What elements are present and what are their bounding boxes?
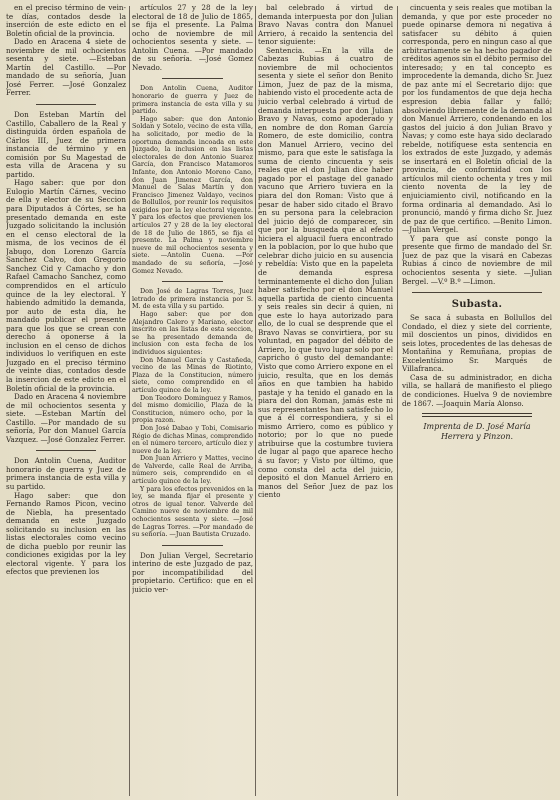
double-rule (422, 413, 532, 417)
edict-item: Don Juan Arriero y Mattes, vecino de Valverde, calle Real de Arriba, número seis, comprendido en el artículo quince de la ley. (132, 454, 253, 486)
separator (162, 281, 223, 282)
column-rule (129, 6, 130, 796)
column-rule (255, 6, 256, 796)
edict-item: Don Teodoro Dominguez y Ramos, del mismo domicilio, Plaza de la Constitucion, número ocho, por la propia razon. (132, 393, 253, 425)
edict-heading: Don Antolin Cuena, Auditor honorario de guerra y Juez de primera instancia de esta villa y su partido. (132, 84, 253, 116)
edict-text: Hago saber: que don Antonio Soldan y Sotelo, vecino de esta villa, ha solicitado, por medio de la oportuna demanda incoada en este Juzgado, la inclusion en las listas electorales de don Antonio Suarez García, don Francisco Matamoros Infante, don Antonio Moreno Cano, don Juan Jimenez García, don Manuel de Salas Martín y don Francisco Jimenez Valdayo, vecinos de Bollullos, por reunir los requisitos exigidos por la ley electoral vigente. Y para los efectos que previenen los artículos 27 y 28 de la ley electoral de 18 de Julio de 1865, se fija el presente. La Palma y noviembre nueve de mil ochocientos sesenta y siete. —Antolin Cuena. —Por mandado de su señoría, —José Gomez Nevado. (132, 114, 253, 275)
printer-imprint: Herrera y Pinzon. (440, 432, 514, 442)
edict-signature: Y para los efectos prevenidos en la ley, se manda fijar el presente y otros de igual tenor. Valverde del Camino nueve de noviembre de mil ochocientos sesenta y siete. —José de Lagras Torres. —Por mandado de su señoría. —Juan Bautista Cruzado. (132, 484, 253, 539)
auction-text: Se saca á subasta en Bollullos del Condado, el diez y siete del corriente, mil doscientos un pinos, divididos en seis lotes, procedentes de las dehesas de Montañina y Remuñana, propias de Excelentísimo Sr. Marqués de Villafranca. (402, 313, 552, 374)
printer-imprint: Imprenta de D. José María (423, 422, 531, 432)
edict-heading: Don Antolin Cuena, Auditor honorario de guerra y Juez de primera instancia de esta villa y su partido. (6, 456, 126, 491)
edict-text: Hago saber: que por don Alejandro Calero y Mariano, elector inscrito en las listas de esta seccion, se ha presentado demanda de inclusion con esta fecha de los individuos siguientes: (132, 310, 253, 356)
separator (162, 78, 223, 79)
edict-heading: Don Julian Vergel, Secretario interino de este Juzgado de paz, por incompatibilidad del propietario. Certifico: que en el juicio ver- (132, 550, 253, 594)
auction-title: Subasta. (451, 299, 503, 311)
edict-text: Hago saber: que don Fernando Ramos Picon, vecino de Niebla, ha presentado demanda en este Juzgado solicitando su inclusion en las listas electorales como vecino de dicha pueblo por reunir las condiciones exigidas por la ley electoral vigente. Y para los efectos que previenen los (6, 490, 126, 577)
edict-text: Hago saber: que por don Eulogio Martín Cárnes, vecino de ella y elector de su Seccion para Diputados á Córtes, se ha presentado demanda en este Juzgado solicitando la inclusión en el censo electoral de la misma, de los vecinos de él Jabugo, don Lorenzo García Sanchez Calvo, don Gregorio Sanchez Cid y Camacho y don Rafael Camacho Sanchez, como comprendidos en el artículo quince de la ley electoral. Y habiendo admitido la demanda, por auto de esta dia, he mandado publicar el presente para que los que se crean con derecho á oponerse á la inclusion en el censo de dichos individuos lo verifiquen en este Juzgado en el preciso término de veinte dias, contados desde la insercion de este edicto en el Boletín oficial de la provincia. (6, 178, 126, 393)
column-4 (402, 4, 552, 796)
sentence-text: Sentencia. —En la villa de Cabezas Rubias á cuatro de noviembre de mil ochocientos sesenta y siete el señor don Benito Limon, Juez de paz de la misma, habiendo visto el procedente acta de juicio verbal celebrado á virtud de demanda interpuesta por don Julian Bravo y Navas, como apoderado y en nombre de don Roman García Romero, de este domicilio, contra don Manuel Arriero, vecino del mismo, para que este le satisfaga la suma de ciento cincuenta y seis reales que el don Julian dice haber pagado por el pastage del ganado vacuno que Arriero tuviera en la piara del don Roman: Visto que á pesar de haber sido citado el Bravo en su persona para la celebracion del juicio dejó de comparecer, sin que por la busqueda que al efecto hiciera el alguacil fuera encontrado en la poblacion, por lo que hubo que celebrar dicho juicio en su ausencia y rebeldía: Visto que en la papeleta de demanda espresa terminantemente el dicho don Julian haber satisfecho por el don Manuel aquella partida de ciento cincuenta y seis reales sin decir á quien, ni que este lo haya autorizado para ello, de lo cual se desprende que el Bravo Navas se convirtiera, por su voluntad, en pagador del débito de Arriero, lo que tuvo lugar solo por el capricho ó gusto del demandante: Visto que como Arriero expone en el juicio, resulta, que en los demás años en que tambien ha habido pastaje y ha tenido el ganado en la piara del don Roman, jamás este ni sus representantes han satisfecho lo que á él correspondiera, y si el mismo Arriero, como es público y notorio; por lo que no puede atribuirse que la costumbre tuviera de lugar al pago que aparece hecho á su favor; y Visto por último, que como consta del acta del juicio, depositó el don Manuel Arriero en manos del Señor Juez de paz los ciento (258, 45, 393, 500)
edict-signature: Dado en Aracena 4 siete de noviembre de mil ochocientos sesenta y siete. —Esteban Martín del Castillo. —Por mandado de su señoría, Juan José Ferrer. —José Gonzalez Ferrer. (6, 37, 126, 98)
column-2 (132, 4, 253, 796)
column-3 (258, 4, 393, 796)
separator (36, 450, 96, 451)
edict-heading: Don Esteban Martín del Castillo, Caballero de la Real y distinguida órden española de Cárlos III, Juez de primera instancia de término y en comisión por Su Magestad de esta villa de Aracena y su partido. (6, 110, 126, 179)
sentence-text: cincuenta y seis reales que motiban la demanda, y que por este proceder no puede opinarse demora ni negativa á satisfacer su débito á quien corresponda, pero en ningun caso al que arbitrariamente se ha hecho pagador de créditos agenos sin el débito permiso del interesado; y en tal concepto es improcedente la demanda, dicho Sr. Juez de paz ante mí el Secretario dijo: que por los fundamentos de que deja hecha espresion debia fallar y falló; absolviendo libremente de la demanda al don Manuel Arriero, condenando en los gastos del juicio á don Julian Bravo y Navas; y como este haya sido declarado rebelde, notifíquese esta sentencia en los extrados de este Juzgado, y además se insertará en el Boletín oficial de la provincia, de conformidad con los artículos mil ciento ochenta y tres y mil ciento noventa de la ley de enjuiciamiento civil, notificando en la forma ordinaria al demandado. Asi lo pronunció, mandó y firma dicho Sr. Juez de paz de que certifico. —Benito Limon. —Julian Vergel. (402, 4, 552, 235)
edict-text: artículos 27 y 28 de la ley electoral de 18 de Julio de 1865, se fija el presente. La Palma ocho de noviembre de mil ochocientos sesenta y siete. —Antolin Cuena. —Por mandado de su señoría. —José Gomez Nevado. (132, 4, 253, 72)
certificate-text: Y para que así conste pongo la presente que firmo de mandado del Sr. Juez de paz que la visará en Cabezas Rubias á cinco de noviembre de mil ochocientos sesenta y siete. —Julian Bergel. —V.º B.º —Limon. (402, 233, 552, 286)
separator (162, 545, 223, 546)
edict-text: bal celebrado á virtud de demanda interpuesta por don Julian Bravo Navas contra don Manuel Arriero, á recaido la sentencia del tenor siguiente: (258, 4, 393, 47)
separator (36, 104, 96, 105)
column-1 (6, 4, 126, 796)
edict-text: en el preciso término de vein-te días, contados desde la inserción de este edicto en el Boletín oficial de la provincia. (6, 4, 126, 38)
auction-text: Casa de su administrador, en dicha villa, se hallará de manifiesto el pliego de condiciones. Huelva 9 de noviembre de 1867. —Joaquin María Alonso. (402, 372, 552, 408)
separator (412, 292, 542, 293)
column-rule (397, 6, 398, 796)
edict-heading: Don José de Lagras Torres, Juez letrado de primera instancia por S. M. de esta villa y su partido. (132, 287, 253, 311)
edict-item: Don José Dabao y Tobi, Comisario Régio de dichas Minas, comprendido en el número tercero, artículo diez y nueve de la ley. (132, 423, 253, 455)
edict-item: Don Manuel García y Castañeda, vecino de las Minas de Riotinto, Plaza de la Constitucion, número siete, como comprendido en el artículo quince de la ley. (132, 355, 253, 394)
edict-signature: Dado en Aracena 4 noviembre de mil ochocientos sesenta y siete. —Esteban Martín del Castillo. —Por mandado de su señoría, Por don Manuel García Vazquez. —José Gonzalez Ferrer. (6, 392, 126, 444)
